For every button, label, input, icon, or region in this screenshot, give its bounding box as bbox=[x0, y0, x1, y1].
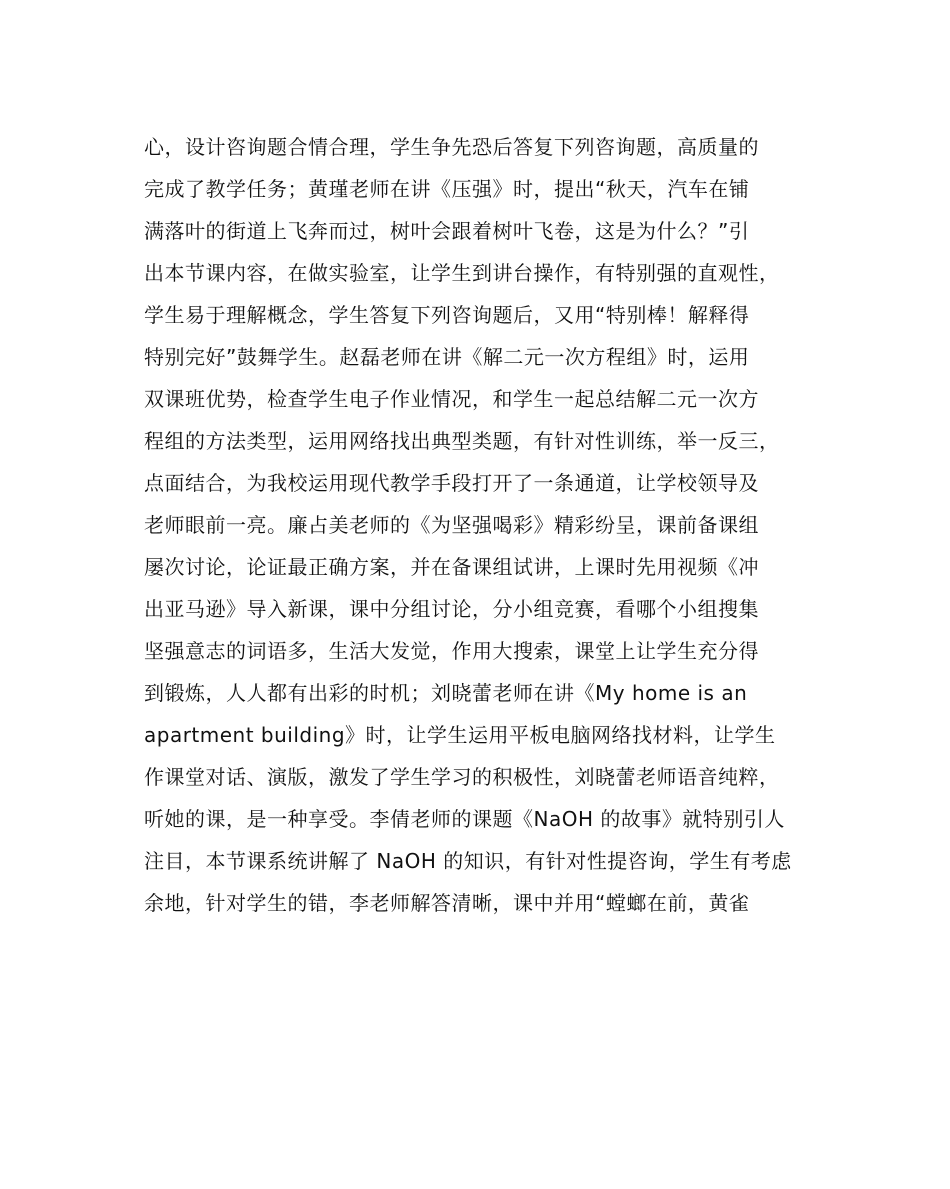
text-line-6: 特别完好”鼓舞学生。赵磊老师在讲《解二元一次方程组》时，运用 bbox=[144, 345, 750, 369]
text-line-1: 心，设计咨询题合情合理，学生争先恐后答复下列咨询题，高质量的 bbox=[144, 135, 759, 159]
text-line-9: 点面结合，为我校运用现代教学手段打开了一条通道，让学校领导及 bbox=[144, 471, 759, 495]
text-line-16: 作课堂对话、演版，激发了学生学习的积极性，刘晓蕾老师语音纯粹， bbox=[144, 765, 780, 789]
body-text bbox=[144, 126, 824, 924]
text-line-13: 坚强意志的词语多，生活大发觉，作用大搜索，课堂上让学生充分得 bbox=[144, 639, 759, 663]
text-line-17: 听她的课，是一种享受。李倩老师的课题《NaOH 的故事》就特别引人 bbox=[144, 807, 785, 831]
text-line-11: 屡次讨论，论证最正确方案，并在备课组试讲，上课时先用视频《冲 bbox=[144, 555, 759, 579]
text-line-19: 余地，针对学生的错，李老师解答清晰，课中并用“螳螂在前，黄雀 bbox=[144, 891, 750, 915]
text-line-2: 完成了教学任务；黄瑾老师在讲《压强》时，提出“秋天，汽车在铺 bbox=[144, 177, 750, 201]
text-line-7: 双课班优势，检查学生电子作业情况，和学生一起总结解二元一次方 bbox=[144, 387, 759, 411]
text-line-4: 出本节课内容，在做实验室，让学生到讲台操作，有特别强的直观性， bbox=[144, 261, 780, 285]
text-line-12: 出亚马逊》导入新课，课中分组讨论，分小组竞赛，看哪个小组搜集 bbox=[144, 597, 759, 621]
text-line-8: 程组的方法类型，运用网络找出典型类题，有针对性训练，举一反三， bbox=[144, 429, 780, 453]
text-line-14: 到锻炼，人人都有出彩的时机；刘晓蕾老师在讲《My home is an bbox=[144, 681, 748, 705]
text-line-18: 注目，本节课系统讲解了 NaOH 的知识，有针对性提咨询，学生有考虑 bbox=[144, 849, 792, 873]
text-line-15: apartment building》时，让学生运用平板电脑网络找材料，让学生 bbox=[144, 723, 776, 747]
text-line-10: 老师眼前一亮。廉占美老师的《为坚强喝彩》精彩纷呈，课前备课组 bbox=[144, 513, 759, 537]
text-line-3: 满落叶的街道上飞奔而过，树叶会跟着树叶飞卷，这是为什么？”引 bbox=[144, 219, 750, 243]
text-line-5: 学生易于理解概念，学生答复下列咨询题后，又用“特别棒！解释得 bbox=[144, 303, 750, 327]
